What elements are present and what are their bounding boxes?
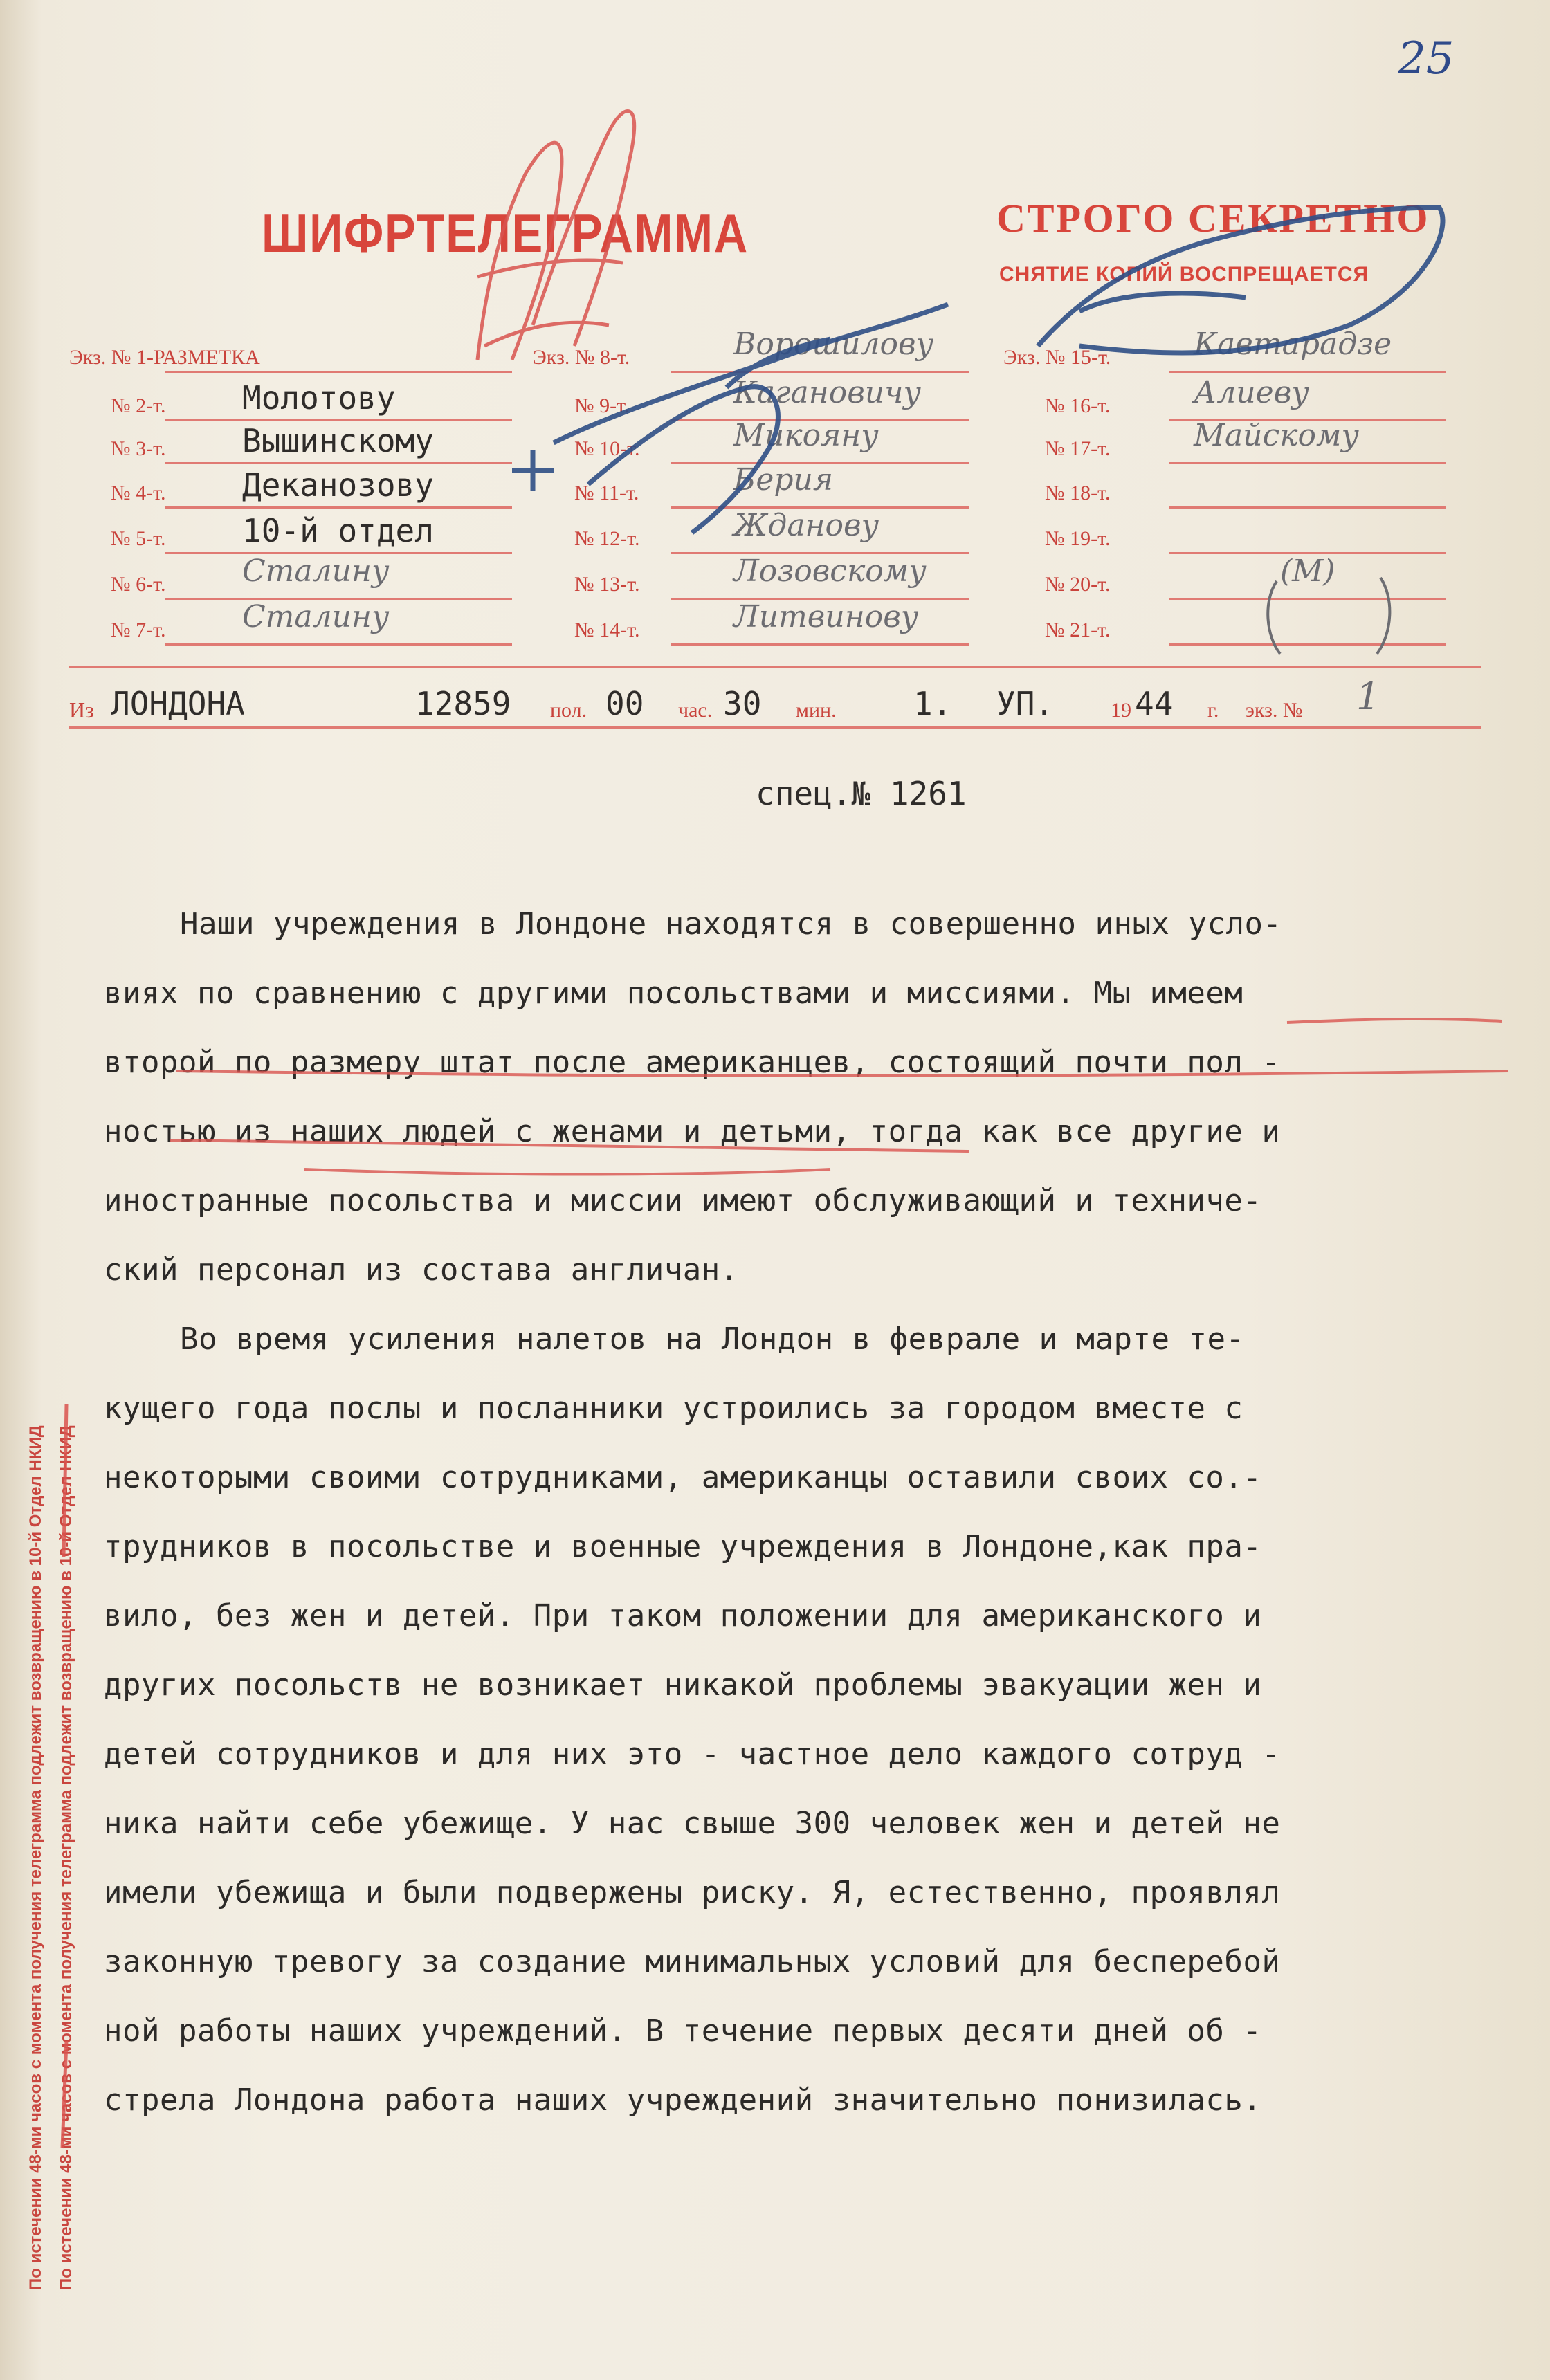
distribution-recipient: Кавтарадзе — [1194, 327, 1392, 362]
year-suffix: 44 — [1135, 685, 1174, 722]
red-underlines — [170, 1019, 1508, 1175]
year-label: г. — [1207, 699, 1219, 722]
distribution-recipient: Берия — [733, 462, 834, 497]
distribution-label: № 13-т. — [574, 573, 640, 596]
distribution-recipient: Деканозову — [242, 466, 434, 504]
distribution-recipient: Алиеву — [1194, 375, 1309, 410]
distribution-recipient: Жданову — [733, 508, 879, 543]
body-line: законную тревогу за создание минимальных условий для бесперебой — [104, 1944, 1281, 1979]
distribution-recipient: Литвинову — [733, 599, 919, 634]
distribution-label: № 21-т. — [1045, 619, 1111, 641]
red-pencil-resolution — [477, 111, 635, 360]
document-title: ШИФРТЕЛЕГРАММА — [262, 203, 749, 264]
body-line: вило, без жен и детей. При таком положении для американского и — [104, 1598, 1262, 1633]
body-line: ника найти себе убежище. У нас свыше 300 человек жен и детей не — [104, 1806, 1281, 1841]
body-line: некоторыми своими сотрудниками, американцы оставили своих со.- — [104, 1460, 1262, 1495]
distribution-recipient: (М) — [1280, 553, 1335, 589]
distribution-label: № 12-т. — [574, 527, 640, 550]
year-prefix: 19 — [1111, 699, 1131, 722]
distribution-label: № 20-т. — [1045, 573, 1111, 596]
date-month: УП. — [996, 685, 1055, 722]
body-line: детей сотрудников и для них это - частное дело каждого сотруд - — [104, 1737, 1281, 1772]
hours-label: час. — [678, 699, 713, 722]
body-line: ский персонал из состава англичан. — [104, 1252, 739, 1288]
classification-note: СНЯТИЕ КОПИЙ ВОСПРЕЩАЕТСЯ — [999, 263, 1369, 286]
copy-label: экз. № — [1246, 699, 1303, 722]
body-line: ностью из наших людей с женами и детьми, тогда как все другие и — [104, 1114, 1281, 1149]
page-number: 25 — [1398, 33, 1455, 84]
date-day: 1. — [913, 685, 952, 722]
distribution-label: № 2-т. — [111, 394, 166, 417]
hours-value: 00 — [605, 685, 644, 722]
distribution-label: № 7-т. — [111, 619, 166, 641]
distribution-label: № 16-т. — [1045, 394, 1111, 417]
distribution-label: № 5-т. — [111, 527, 166, 550]
red-margin-marks — [62, 1404, 66, 2148]
body-line: ной работы наших учреждений. В течение первых десяти дней об - — [104, 2013, 1262, 2049]
body-line: трудников в посольстве и военные учреждения в Лондоне,как пра- — [104, 1529, 1262, 1564]
distribution-label: № 4-т. — [111, 482, 166, 504]
classification-stamp: СТРОГО СЕКРЕТНО — [996, 196, 1430, 241]
minutes-label: мин. — [796, 699, 837, 722]
distribution-recipient: Лозовскому — [733, 553, 927, 589]
distribution-label: № 14-т. — [574, 619, 640, 641]
blue-ink-signature — [512, 208, 1443, 533]
distribution-recipient: Сталину — [242, 553, 390, 589]
distribution-recipient: Вышинскому — [242, 422, 434, 459]
distribution-label: № 9-т. — [574, 394, 630, 417]
side-notice-line: По истечении 48-ми часов с момента получения телеграмма подлежит возвращению в 10-й Отдел НКИД — [57, 1425, 75, 2290]
body-line: других посольств не возникает никакой проблемы эвакуации жен и — [104, 1667, 1262, 1703]
distribution-label: № 10-т. — [574, 437, 640, 460]
body-line: второй по размеру штат после американцев, состоящий почти пол - — [104, 1045, 1281, 1080]
distribution-label: Экз. № 15-т. — [1003, 346, 1111, 369]
distribution-label: № 17-т. — [1045, 437, 1111, 460]
distribution-recipient: Микояну — [733, 418, 879, 453]
body-line: Наши учреждения в Лондоне находятся в совершенно иных усло- — [180, 906, 1282, 942]
pencil-bracket-m — [1268, 578, 1389, 654]
distribution-label: Экз. № 1-РАЗМЕТКА — [69, 346, 260, 369]
spec-number: спец.№ 1261 — [756, 775, 967, 812]
distribution-recipient: Майскому — [1194, 418, 1360, 453]
distribution-recipient: Сталину — [242, 599, 390, 634]
body-line: иностранные посольства и миссии имеют обслуживающий и техниче- — [104, 1183, 1262, 1218]
distribution-label: Экз. № 8-т. — [533, 346, 630, 369]
distribution-label: № 6-т. — [111, 573, 166, 596]
distribution-recipient: Ворошилову — [733, 327, 934, 362]
distribution-label: № 19-т. — [1045, 527, 1111, 550]
from-city: ЛОНДОНА — [111, 685, 245, 722]
distribution-label: № 18-т. — [1045, 482, 1111, 504]
side-notice-line: По истечении 48-ми часов с момента получения телеграмма подлежит возвращению в 10-й Отдел НКИД — [26, 1425, 45, 2290]
body-line: стрела Лондона работа наших учреждений значительно понизилась. — [104, 2082, 1262, 2118]
from-label: Из — [69, 697, 94, 722]
body-line: виях по сравнению с другими посольствами и миссиями. Мы имеем — [104, 976, 1243, 1011]
minutes-value: 30 — [723, 685, 762, 722]
distribution-recipient: 10-й отдел — [242, 512, 434, 549]
body-line: кущего года послы и посланники устроились за городом вместе с — [104, 1391, 1243, 1426]
distribution-label: № 3-т. — [111, 437, 166, 460]
telegram-number: 12859 — [415, 685, 511, 722]
distribution-recipient: Кагановичу — [733, 375, 922, 410]
distribution-label: № 11-т. — [574, 482, 639, 504]
copy-number: 1 — [1356, 675, 1380, 718]
distribution-recipient: Молотову — [242, 379, 396, 416]
pol-label: пол. — [550, 699, 587, 722]
body-line: Во время усиления налетов на Лондон в феврале и марте те- — [180, 1321, 1245, 1357]
body-line: имели убежища и были подвержены риску. Я, естественно, проявлял — [104, 1875, 1281, 1910]
